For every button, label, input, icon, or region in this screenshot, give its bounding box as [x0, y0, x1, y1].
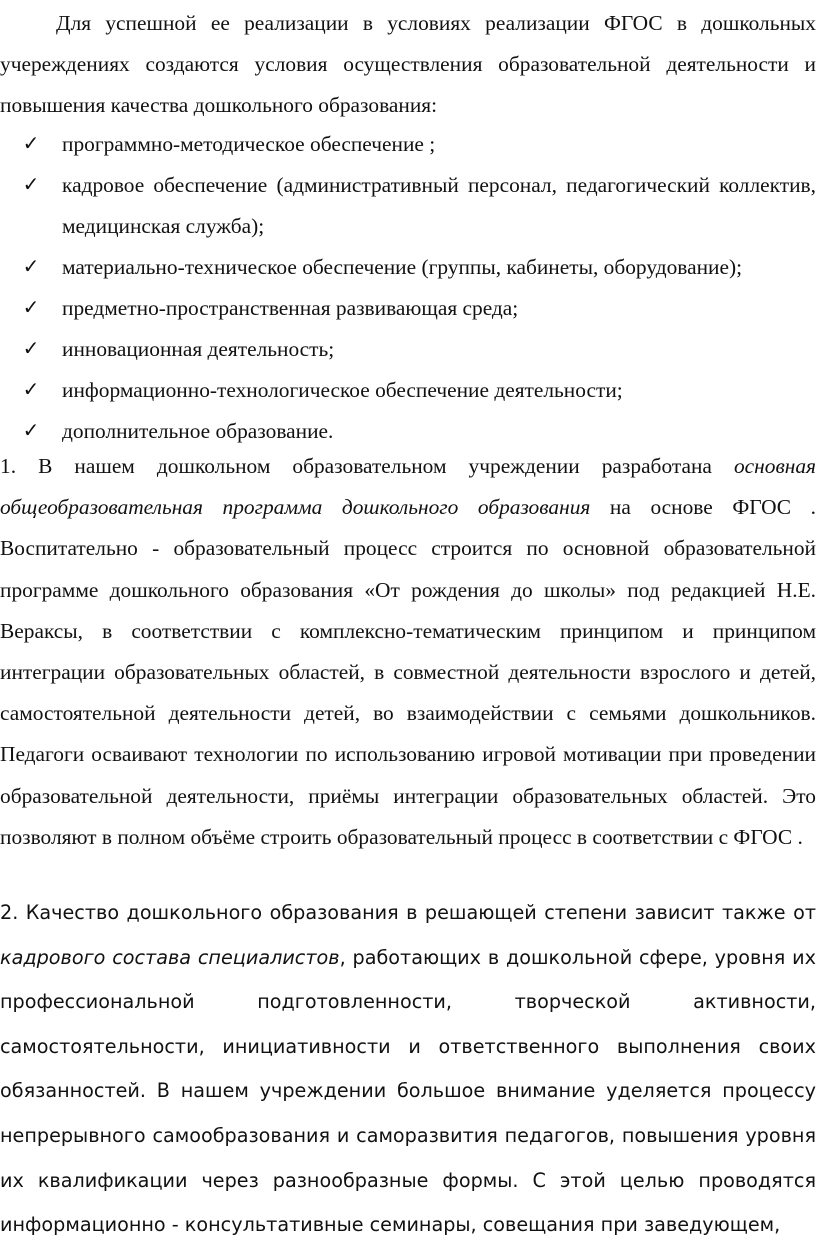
section-1-emphasis: основная общеобразовательная программа дошкольного образования [0, 454, 816, 520]
list-item [0, 288, 816, 329]
checkmark-icon: ✓ [22, 420, 40, 442]
checkmark-icon: ✓ [22, 297, 40, 319]
list-item-text: информационно-технологическое обеспечение деятельности; [62, 378, 623, 402]
list-item-text: материально-техническое обеспечение (группы, кабинеты, оборудование); [62, 255, 743, 279]
checkmark-icon: ✓ [22, 174, 40, 196]
list-item-text: предметно-пространственная развивающая среда; [62, 296, 519, 320]
list-item [0, 124, 816, 165]
section-1-body: на основе ФГОС . Воспитательно - образовательный процесс строится по основной образовательной программе дошкольного образования «От рождения до школы» под редакцией Н.Е. Вераксы, в соответствии с комплексно-тематическим принципом и принципом интеграции образовательных областей, в совместной деятельности взрослого и детей, самостоятельной деятельности детей, во взаимодействии с семьями дошкольников. Педагоги осваивают технологии по использованию игровой мотивации при проведении образовательной деятельности, приёмы интеграции образовательных областей. Это позволяют в полном объёме строить образовательный процесс в соответствии с ФГОС . [0, 495, 816, 849]
list-item [0, 329, 816, 370]
list-item [0, 247, 816, 288]
list-item-text: дополнительное образование. [62, 419, 334, 443]
section-1-paragraph [0, 446, 816, 858]
resource-checklist [0, 124, 816, 452]
section-2-body: , работающих в дошкольной сфере, уровня их профессиональной подготовленности, творческой активности, самостоятельности, инициативности и ответственного выполнения своих обязанностей. В нашем учреждении большое внимание уделяется процессу непрерывного самообразования и саморазвития педагогов, повышения уровня их квалификации через разнообразные формы. С этой целью проводятся информационно - консультативные семинары, совещания при заведующем, [0, 945, 816, 1237]
checkmark-icon: ✓ [22, 256, 40, 278]
checkmark-icon: ✓ [22, 133, 40, 155]
list-item-text: кадровое обеспечение (административный персонал, педагогический коллектив, медицинская служба); [62, 173, 816, 238]
intro-paragraph: Для успешной ее реализации в условиях реализации ФГОС в дошкольных учереждениях создаются условия осуществления образовательной деятельности и повышения качества дошкольного образования: [0, 11, 816, 117]
section-1-lead: 1. В нашем дошкольном образовательном учреждении разработана [0, 454, 734, 478]
checkmark-icon: ✓ [22, 338, 40, 360]
list-item-text: инновационная деятельность; [62, 337, 335, 361]
section-2-emphasis: кадрового состава специалистов [0, 945, 340, 969]
checkmark-icon: ✓ [22, 379, 40, 401]
section-2-paragraph [0, 891, 816, 1248]
list-item [0, 370, 816, 411]
list-item [0, 165, 816, 247]
list-item-text: программно-методическое обеспечение ; [62, 132, 436, 156]
section-2-lead: 2. Качество дошкольного образования в решающей степени зависит также от [0, 901, 816, 924]
